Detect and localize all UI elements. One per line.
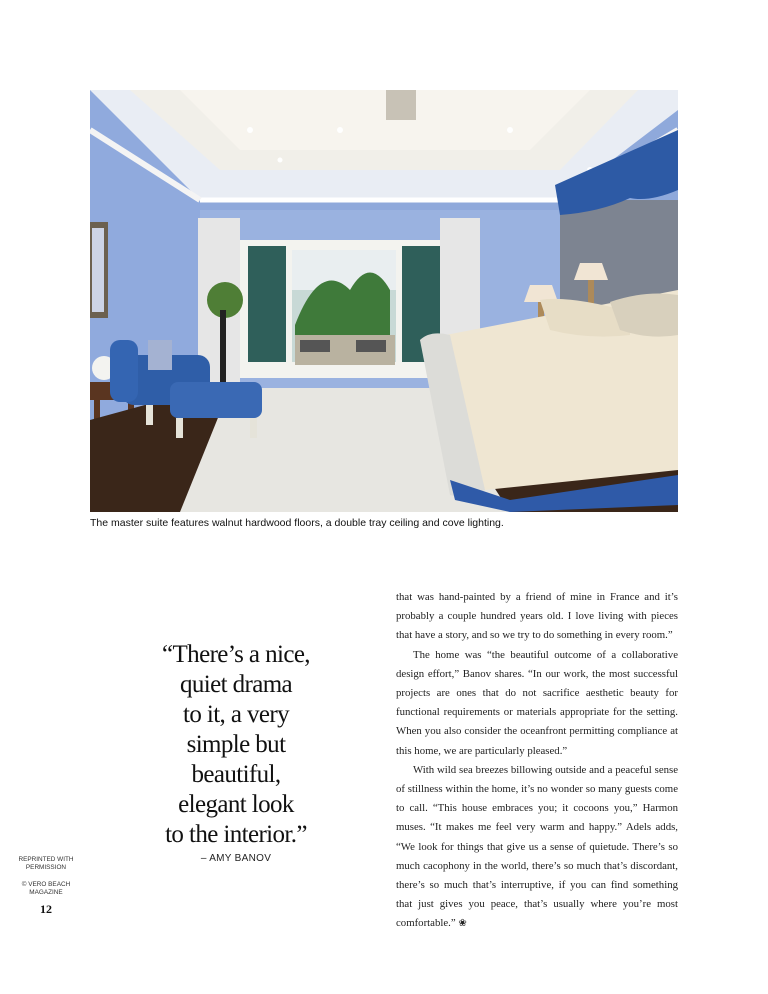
pull-quote-line: to it, a very — [182, 701, 290, 728]
photo-caption: The master suite features walnut hardwood floors, a double tray ceiling and cove lighting. — [90, 517, 504, 529]
reprint-line: REPRINTED WITH — [18, 856, 74, 863]
reprint-notice — [12, 856, 80, 897]
page-number: 12 — [40, 902, 52, 916]
article-body — [396, 588, 678, 934]
pull-quote-attribution: – AMY BANOV — [200, 853, 272, 864]
article-paragraph-text: With wild sea breezes billowing outside and a peaceful sense of stillness within the home, it’s no wonder so many guests come to call. “This house embraces you; it cocoons you,” Harmon muses. “It makes me feel very warm and happy.” Adels adds, “We look for things that give us a sense of quietude. There’s so much cacophony in the world, there’s so much that’s discordant, there’s so much that’s interruptive, if you can find something that just gives you peace, that’s usually where you’re most comfortable.” — [396, 763, 678, 930]
pull-quote-line: “There’s a nice, — [162, 641, 310, 668]
pull-quote — [150, 640, 322, 850]
copyright-line: © VERO BEACH — [21, 881, 71, 888]
article-paragraph-last — [396, 761, 678, 934]
article-paragraph: The home was “the beautiful outcome of a collaborative design effort,” Banov shares. “In our work, the most successful projects are ones that do not sacrifice aesthetic beauty for functional requirements or materials appropriate for the setting. When you also consider the oceanfront permitting compliance at this home, we are particularly pleased.” — [396, 648, 678, 757]
pull-quote-line: elegant look — [178, 791, 294, 818]
end-mark-icon: ❀ — [458, 918, 467, 930]
copyright-line: MAGAZINE — [29, 889, 63, 896]
article-paragraph: that was hand-painted by a friend of mine in France and it’s probably a couple hundred years old. I love living with pieces that have a story, and so we try to do something in every room.” — [396, 591, 678, 642]
pull-quote-line: simple but — [186, 731, 286, 758]
reprint-line: PERMISSION — [25, 864, 67, 871]
pull-quote-line: quiet drama — [179, 671, 293, 698]
pull-quote-line: beautiful, — [191, 761, 281, 788]
pull-quote-line: to the interior.” — [165, 821, 307, 848]
bedroom-photo-icon — [90, 90, 678, 512]
bedroom-photo — [90, 90, 678, 512]
